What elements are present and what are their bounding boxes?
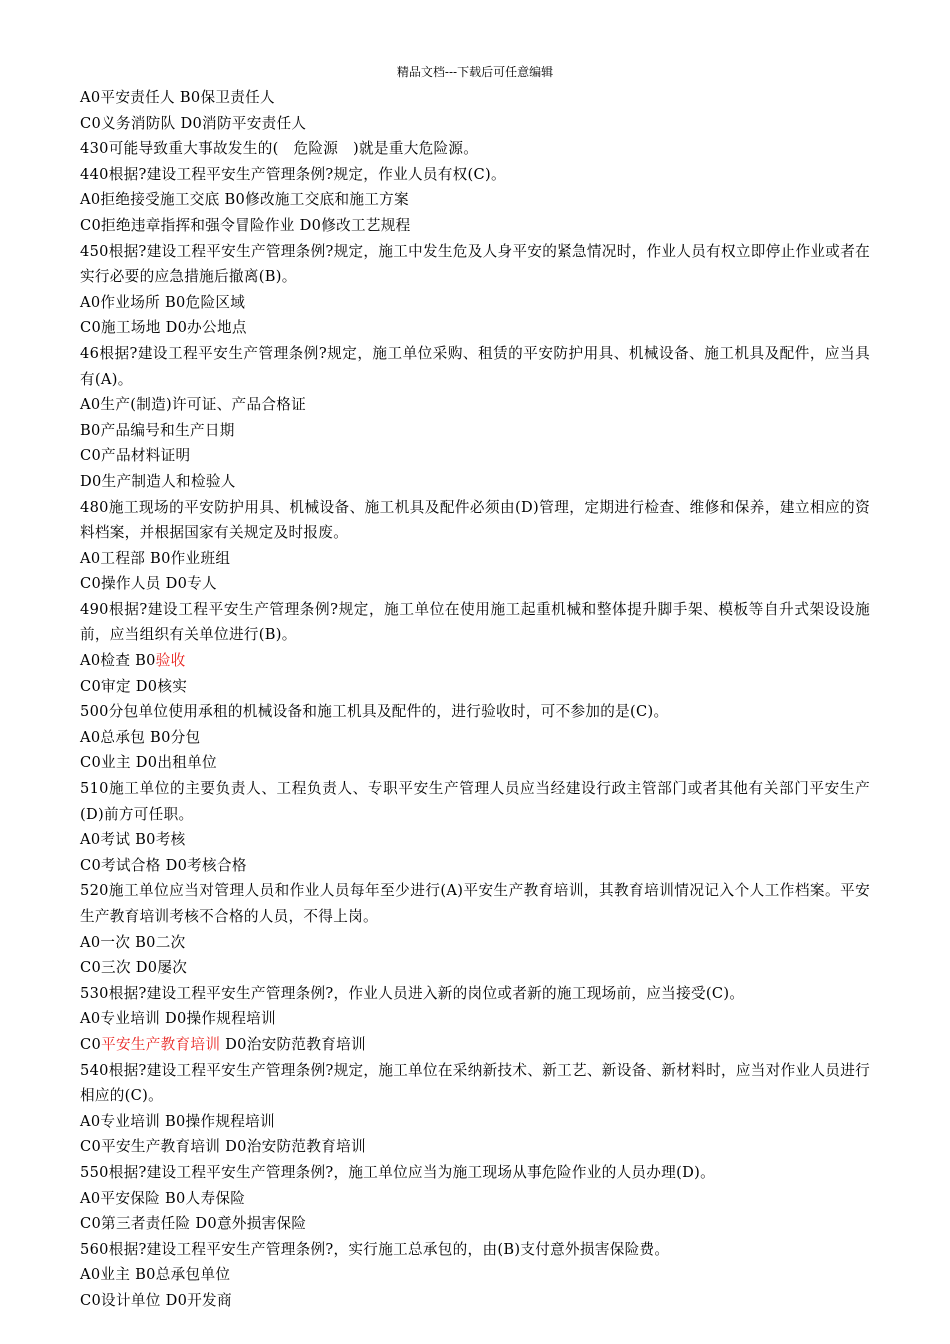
option-line: A0拒绝接受施工交底 B0修改施工交底和施工方案 — [80, 191, 409, 209]
option-line: A0作业场所 B0危险区域 — [80, 293, 246, 311]
highlighted-answer: 验收 — [155, 652, 186, 670]
option-line: A0工程部 B0作业班组 — [80, 549, 231, 567]
option-line: C0义务消防队 D0消防平安责任人 — [80, 114, 307, 132]
option-text: D0治安防范教育培训 — [220, 1035, 366, 1053]
option-line: C0操作人员 D0专人 — [80, 575, 217, 593]
option-line: A0业主 B0总承包单位 — [80, 1266, 231, 1284]
question-paragraph: 480施工现场的平安防护用具、机械设备、施工机具及配件必须由(D)管理，定期进行检查、维修和保养，建立相应的资料档案，并根据国家有关规定及时报废。 — [80, 498, 870, 542]
option-line: A0专业培训 B0操作规程培训 — [80, 1112, 275, 1130]
option-text: A0检查 B0 — [80, 652, 156, 670]
option-line: A0专业培训 D0操作规程培训 — [80, 1010, 276, 1028]
option-line: C0业主 D0出租单位 — [80, 754, 217, 772]
question-line: 550根据?建设工程平安生产管理条例?，施工单位应当为施工现场从事危险作业的人员办理(D)。 — [80, 1163, 715, 1181]
question-line: 430可能导致重大事故发生的( 危险源 )就是重大危险源。 — [80, 140, 479, 158]
option-line: A0生产(制造)许可证、产品合格证 — [80, 396, 307, 414]
option-line: A0考试 B0考核 — [80, 831, 186, 849]
option-line: C0第三者责任险 D0意外损害保险 — [80, 1215, 307, 1233]
option-line: C0施工场地 D0办公地点 — [80, 319, 247, 337]
option-line: C0平安生产教育培训 D0治安防范教育培训 — [80, 1138, 366, 1156]
option-line: C0三次 D0屡次 — [80, 959, 188, 977]
question-paragraph: 450根据?建设工程平安生产管理条例?规定，施工中发生危及人身平安的紧急情况时，作业人员有权立即停止作业或者在实行必要的应急措施后撤离(B)。 — [80, 242, 870, 286]
option-line: A0总承包 B0分包 — [80, 728, 201, 746]
option-line: A0平安保险 B0人寿保险 — [80, 1189, 246, 1207]
option-line: C0设计单位 D0开发商 — [80, 1291, 232, 1309]
question-paragraph: 520施工单位应当对管理人员和作业人员每年至少进行(A)平安生产教育培训，其教育培训情况记入个人工作档案。平安生产教育培训考核不合格的人员，不得上岗。 — [80, 882, 870, 925]
highlighted-answer: 平安生产教育培训 — [101, 1035, 221, 1053]
option-line: B0产品编号和生产日期 — [80, 421, 235, 439]
option-line: C0审定 D0核实 — [80, 677, 188, 695]
question-paragraph: 510施工单位的主要负责人、工程负责人、专职平安生产管理人员应当经建设行政主管部门或者其他有关部门平安生产(D)前方可任职。 — [80, 780, 870, 823]
option-line: A0一次 B0二次 — [80, 933, 186, 951]
option-line — [80, 648, 870, 674]
option-line: C0考试合格 D0考核合格 — [80, 856, 247, 874]
page-header: 精品文档---下载后可任意编辑 — [396, 65, 554, 79]
option-line — [80, 1032, 870, 1058]
question-line: 530根据?建设工程平安生产管理条例?，作业人员进入新的岗位或者新的施工现场前，应当接受(C)。 — [80, 984, 745, 1002]
document-body — [80, 85, 870, 1314]
question-paragraph: 540根据?建设工程平安生产管理条例?规定，施工单位在采纳新技术、新工艺、新设备、新材料时，应当对作业人员进行相应的(C)。 — [80, 1061, 870, 1105]
question-line: 500分包单位使用承租的机械设备和施工机具及配件的，进行验收时，可不参加的是(C)。 — [80, 703, 669, 721]
option-line: D0生产制造人和检验人 — [80, 472, 236, 490]
option-text: C0 — [80, 1035, 102, 1053]
option-line: C0拒绝违章指挥和强令冒险作业 D0修改工艺规程 — [80, 216, 411, 234]
option-line: C0产品材料证明 — [80, 447, 191, 465]
question-line: 560根据?建设工程平安生产管理条例?，实行施工总承包的，由(B)支付意外损害保险费。 — [80, 1240, 670, 1258]
question-paragraph: 490根据?建设工程平安生产管理条例?规定，施工单位在使用施工起重机械和整体提升脚手架、模板等自升式架设设施前，应当组织有关单位进行(B)。 — [80, 600, 870, 644]
question-line: 440根据?建设工程平安生产管理条例?规定，作业人员有权(C)。 — [80, 165, 506, 183]
option-line: A0平安责任人 B0保卫责任人 — [80, 89, 275, 106]
question-paragraph: 46根据?建设工程平安生产管理条例?规定，施工单位采购、租赁的平安防护用具、机械设备、施工机具及配件，应当具有(A)。 — [80, 344, 870, 388]
